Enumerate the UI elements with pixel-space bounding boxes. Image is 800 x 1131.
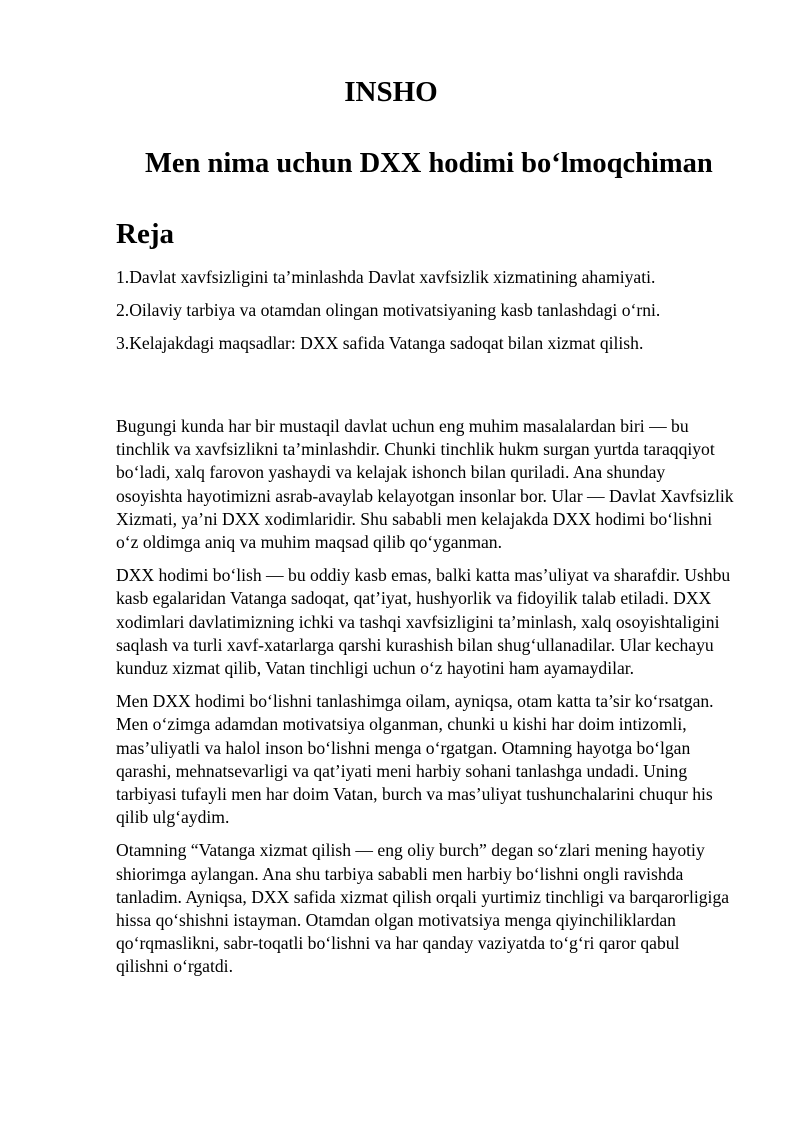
paragraph: DXX hodimi bo‘lish — bu oddiy kasb emas, balki katta mas’uliyat va sharafdir. Ushbu kasb egalaridan Vatanga sadoqat, qat’iyat, hushyorlik va fidoyilik talab etiladi. DXX xodimlari davlatimizning ichki va tashqi xavfsizligini ta’minlash, xalq osoyishtaligini saqlash va turli xavf-xatarlarga qarshi kurashish bilan shug‘ullanadilar. Ular kechayu kunduz xizmat qilib, Vatan tinchligi uchun o‘z hayotini ham ayamaydilar. — [116, 565, 731, 679]
plan-item: 2.Oilaviy tarbiya va otamdan olingan motivatsiyaning kasb tanlashdagi o‘rni. — [116, 300, 661, 320]
paragraph: Bugungi kunda har bir mustaqil davlat uchun eng muhim masalalardan biri — bu tinchlik va xavfsizlikni ta’minlashdir. Chunki tinchlik hukm surgan yurtda taraqqiyot bo‘ladi, xalq farovon yashaydi va kelajak ishonch bilan quriladi. Ana shunday osoyishta hayotimizni asrab-avaylab kelayotgan insonlar bor. Ular — Davlat Xavfsizlik Xizmati, ya’ni DXX xodimlaridir. Shu sababli men kelajakda DXX hodimi bo‘lishni o‘z oldimga aniq va muhim maqsad qilib qo‘yganman. — [116, 416, 734, 553]
plan-heading: Reja — [116, 218, 174, 250]
plan-list — [116, 266, 756, 365]
document-subtitle: Men nima uchun DXX hodimi bo‘lmoqchiman — [145, 147, 713, 179]
paragraph: Men DXX hodimi bo‘lishni tanlashimga oilam, ayniqsa, otam katta ta’sir ko‘rsatgan. Men o‘zimga adamdan motivatsiya olganman, chunki u kishi har doim intizomli, mas’uliyatli va halol inson bo‘lishni menga o‘rgatgan. Otamning hayotga bo‘lgan qarashi, mehnatsevarligi va qat’iyati meni harbiy sohani tanlashga undadi. Uning tarbiyasi tufayli men har doim Vatan, burch va mas’uliyat tushunchalarini chuqur his qilib ulg‘aydim. — [116, 691, 714, 828]
plan-item: 1.Davlat xavfsizligini ta’minlashda Davlat xavfsizlik xizmatining ahamiyati. — [116, 267, 656, 287]
essay-body — [116, 415, 736, 989]
plan-item: 3.Kelajakdagi maqsadlar: DXX safida Vatanga sadoqat bilan xizmat qilish. — [116, 333, 644, 353]
document-title: INSHO — [344, 76, 438, 108]
paragraph: Otamning “Vatanga xizmat qilish — eng oliy burch” degan so‘zlari mening hayotiy shiorimga aylangan. Ana shu tarbiya sababli men harbiy bo‘lishni ongli ravishda tanladim. Ayniqsa, DXX safida xizmat qilish orqali yurtimiz tinchligi va barqarorligiga hissa qo‘shishni istayman. Otamdan olgan motivatsiya menga qiyinchiliklardan qo‘rqmaslikni, sabr-toqatli bo‘lishni va har qanday vaziyatda to‘g‘ri qaror qabul qilishni o‘rgatdi. — [116, 840, 730, 977]
